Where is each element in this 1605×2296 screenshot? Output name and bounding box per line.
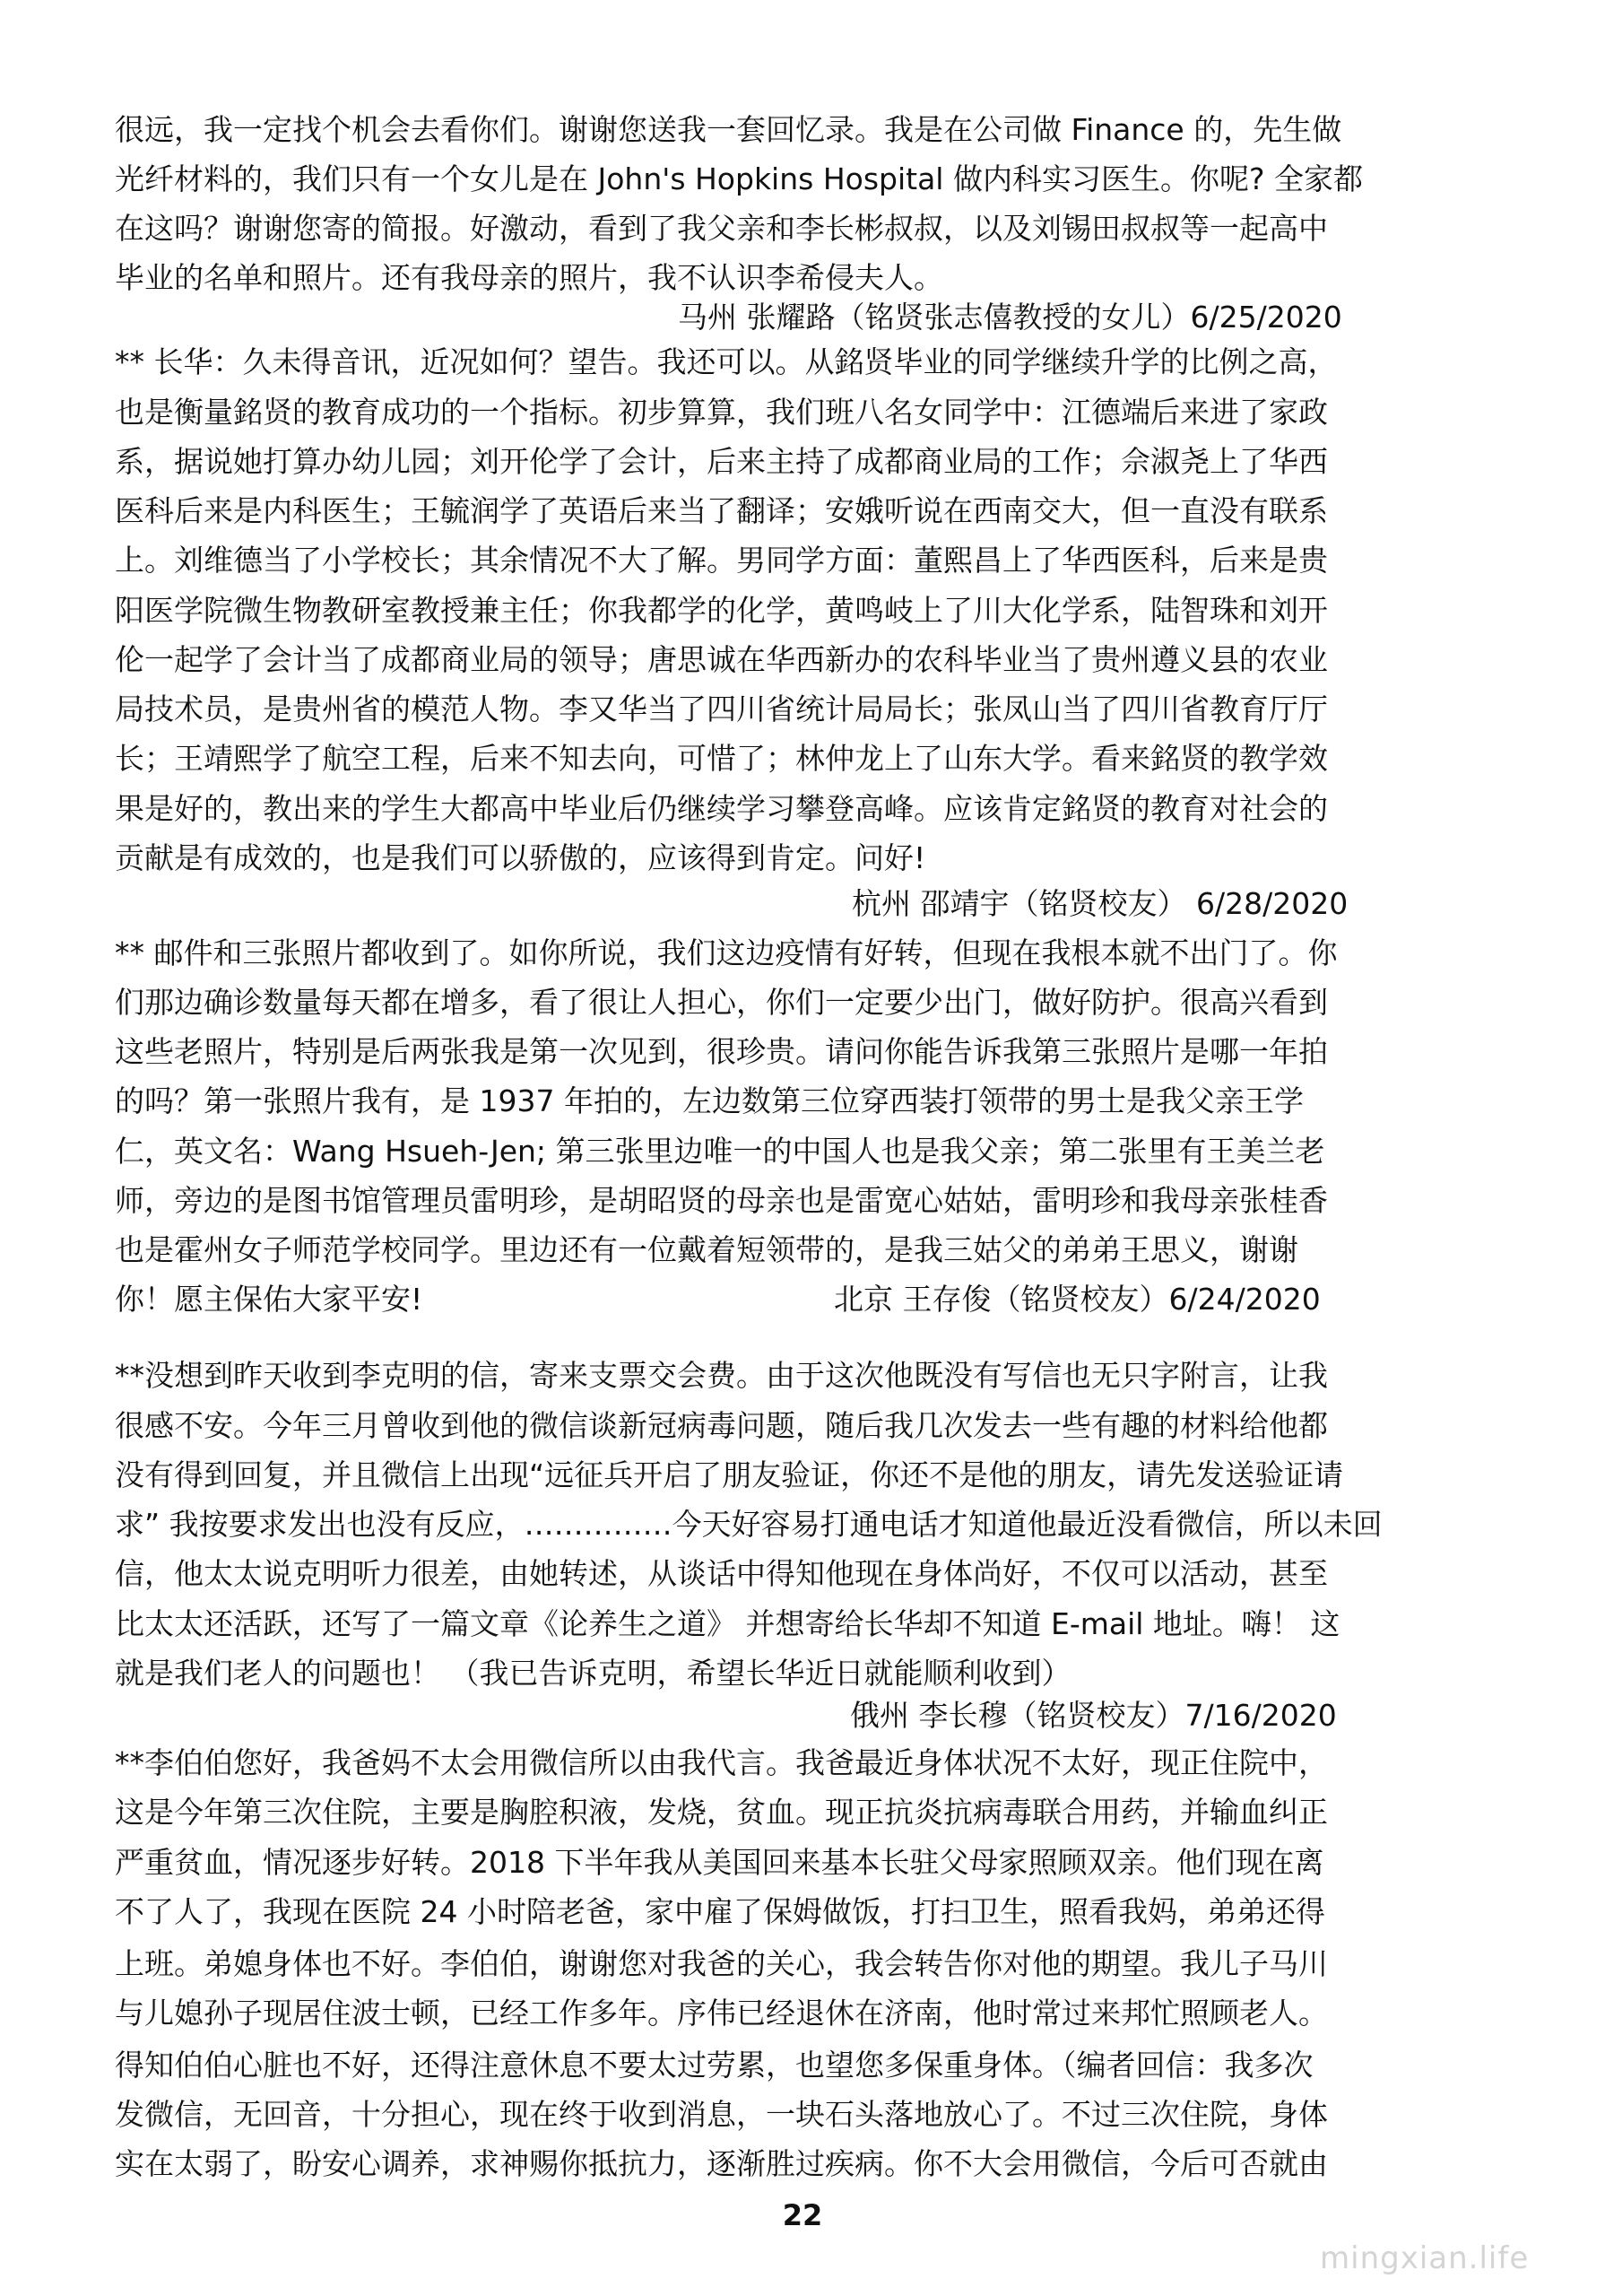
text-line: 局技术员，是贵州省的模范人物。李又华当了四川省统计局局长；张凤山当了四川省教育厅厅 bbox=[115, 691, 1328, 726]
text-line: 医科后来是内科医生；王毓润学了英语后来当了翻译；安娥听说在西南交大，但一直没有联系 bbox=[115, 493, 1328, 528]
text-line: 你！愿主保佑大家平安! bbox=[115, 1282, 423, 1317]
signature: 马州 张耀路（铭贤张志僖教授的女儿）6/25/2020 bbox=[678, 300, 1342, 335]
text-line: 也是霍州女子师范学校同学。里边还有一位戴着短领带的，是我三姑父的弟弟王思义，谢谢 bbox=[115, 1232, 1298, 1267]
text-line: 伦一起学了会计当了成都商业局的领导；唐思诚在华西新办的农科毕业当了贵州遵义县的农业 bbox=[115, 642, 1328, 677]
signature: 北京 王存俊（铭贤校友）6/24/2020 bbox=[834, 1282, 1321, 1317]
text-line: 的吗？第一张照片我有，是 1937 年拍的，左边数第三位穿西装打领带的男士是我父亲王学 bbox=[115, 1083, 1304, 1118]
text-line: ** 长华：久未得音讯，近况如何？望告。我还可以。从銘贤毕业的同学继续升学的比例之高， bbox=[115, 344, 1338, 379]
text-line: 这些老照片，特别是后两张我是第一次见到，很珍贵。请问你能告诉我第三张照片是哪一年拍 bbox=[115, 1034, 1328, 1069]
text-line: 毕业的名单和照片。还有我母亲的照片，我不认识李希侵夫人。 bbox=[115, 260, 943, 295]
text-line: 很感不安。今年三月曾收到他的微信谈新冠病毒问题，随后我几次发去一些有趣的材料给他都 bbox=[115, 1408, 1328, 1443]
watermark: mingxian.life bbox=[1320, 2240, 1530, 2276]
text-line: 上班。弟媳身体也不好。李伯伯，谢谢您对我爸的关心，我会转告你对他的期望。我儿子马川 bbox=[115, 1946, 1328, 1981]
text-line: 严重贫血，情况逐步好转。2018 下半年我从美国回来基本长驻父母家照顾双亲。他们现在离 bbox=[115, 1845, 1324, 1880]
text-line: 仁，英文名：Wang Hsueh-Jen; 第三张里边唯一的中国人也是我父亲；第二张里有王美兰老 bbox=[115, 1134, 1325, 1169]
text-line: 求” 我按要求发出也没有反应，……………今天好容易打通电话才知道他最近没看微信，所以未回 bbox=[115, 1507, 1383, 1542]
text-line: 果是好的，教出来的学生大都高中毕业后仍继续学习攀登高峰。应该肯定銘贤的教育对社会的 bbox=[115, 791, 1328, 826]
text-line: 在这吗？谢谢您寄的简报。好激动，看到了我父亲和李长彬叔叔，以及刘锡田叔叔等一起高中 bbox=[115, 211, 1328, 246]
text-line: 也是衡量銘贤的教育成功的一个指标。初步算算，我们班八名女同学中：江德端后来进了家政 bbox=[115, 395, 1328, 430]
text-line: ** 邮件和三张照片都收到了。如你所说，我们这边疫情有好转，但现在我根本就不出门了。你 bbox=[115, 935, 1338, 970]
text-line: 信，他太太说克明听力很差，由她转述，从谈话中得知他现在身体尚好，不仅可以活动，甚至 bbox=[115, 1556, 1328, 1591]
text-line: **李伯伯您好，我爸妈不太会用微信所以由我代言。我爸最近身体状况不太好，现正住院中， bbox=[115, 1745, 1328, 1780]
text-line: 很远，我一定找个机会去看你们。谢谢您送我一套回忆录。我是在公司做 Finance 的，先生做 bbox=[115, 112, 1342, 147]
signature: 俄州 李长穆（铭贤校友）7/16/2020 bbox=[850, 1698, 1337, 1733]
text-line: 师，旁边的是图书馆管理员雷明珍，是胡昭贤的母亲也是雷宽心姑姑，雷明珍和我母亲张桂香 bbox=[115, 1183, 1328, 1218]
text-line: 就是我们老人的问题也！ （我已告诉克明，希望长华近日就能顺利收到） bbox=[115, 1656, 1071, 1691]
text-line: **没想到昨天收到李克明的信，寄来支票交会费。由于这次他既没有写信也无只字附言，让我 bbox=[115, 1358, 1328, 1393]
text-line: 与儿媳孙子现居住波士顿，已经工作多年。序伟已经退休在济南，他时常过来邦忙照顾老人。 bbox=[115, 1996, 1328, 2031]
text-line: 发微信，无回音，十分担心，现在终于收到消息，一块石头落地放心了。不过三次住院，身体 bbox=[115, 2097, 1328, 2132]
signature: 杭州 邵靖宇（铭贤校友） 6/28/2020 bbox=[852, 886, 1349, 921]
text-line: 阳医学院微生物教研室教授兼主任；你我都学的化学，黄鸣岐上了川大化学系，陆智珠和刘开 bbox=[115, 593, 1328, 628]
text-line: 们那边确诊数量每天都在增多，看了很让人担心，你们一定要少出门，做好防护。很高兴看到 bbox=[115, 985, 1328, 1020]
text-line: 贡献是有成效的，也是我们可以骄傲的，应该得到肯定。问好! bbox=[115, 840, 926, 875]
text-line: 不了人了，我现在医院 24 小时陪老爸，家中雇了保姆做饭，打扫卫生，照看我妈，弟弟还得 bbox=[115, 1894, 1325, 1929]
text-line: 实在太弱了，盼安心调养，求神赐你抵抗力，逐渐胜过疾病。你不大会用微信，今后可否就由 bbox=[115, 2146, 1328, 2181]
page-number: 22 bbox=[782, 2198, 823, 2232]
text-line: 系，据说她打算办幼儿园；刘开伦学了会计，后来主持了成都商业局的工作；佘淑尧上了华西 bbox=[115, 444, 1328, 479]
text-line: 比太太还活跃，还写了一篇文章《论养生之道》 并想寄给长华却不知道 E-mail 地址。嗨！ 这 bbox=[115, 1606, 1340, 1641]
text-line: 没有得到回复，并且微信上出现“远征兵开启了朋友验证，你还不是他的朋友，请先发送验证请 bbox=[115, 1457, 1344, 1492]
text-line: 光纤材料的，我们只有一个女儿是在 John's Hopkins Hospital 做内科实习医生。你呢? 全家都 bbox=[115, 161, 1363, 196]
text-line: 长；王靖熙学了航空工程，后来不知去向，可惜了；林仲龙上了山东大学。看来銘贤的教学效 bbox=[115, 741, 1328, 776]
text-line: 得知伯伯心脏也不好，还得注意休息不要太过劳累，也望您多保重身体。（编者回信：我多次 bbox=[115, 2048, 1314, 2083]
text-line: 上。刘维德当了小学校长；其余情况不大了解。男同学方面：董熙昌上了华西医科，后来是贵 bbox=[115, 543, 1328, 578]
text-line: 这是今年第三次住院，主要是胸腔积液，发烧，贫血。现正抗炎抗病毒联合用药，并输血纠正 bbox=[115, 1795, 1328, 1830]
